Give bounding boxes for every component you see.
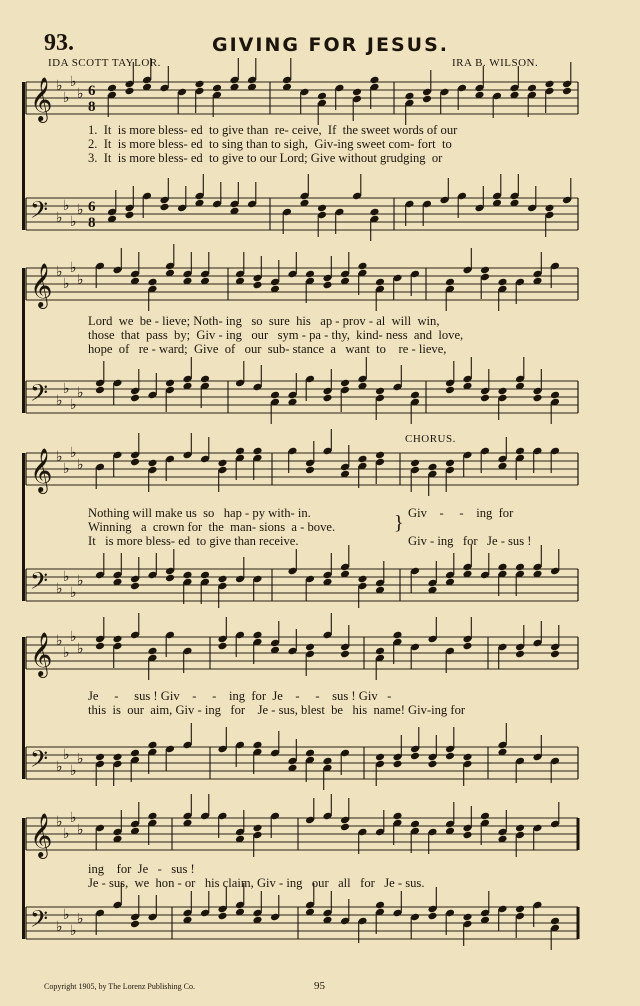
treble-clef-icon: 𝄞 [30,448,53,492]
note-head [410,752,420,761]
system-bracket [22,82,25,230]
note-head [410,820,420,829]
note-head [200,375,210,384]
note-head [112,635,122,644]
note-head [124,211,134,220]
note-head [212,84,222,93]
note-head [217,459,227,468]
flat-icon: ♭ [70,810,77,826]
hymn-title: GIVING FOR JESUS. [212,34,449,56]
note-head [515,650,525,659]
note-head [544,204,554,213]
note-head [404,92,414,101]
note-head [200,571,210,580]
flat-icon: ♭ [70,585,77,601]
flat-icon: ♭ [77,272,84,288]
lyric-line-s1-v2: 2. It is more bless- ed to sing than to sigh, Giv-ing sweet com- fort to [88,137,452,151]
flat-icon: ♭ [77,573,84,589]
note-head [95,642,105,651]
note-head [182,571,192,580]
note-head [422,95,432,104]
flat-icon: ♭ [77,641,84,657]
note-head [194,80,204,89]
bass-clef-icon: 𝄢 [30,567,49,600]
flat-icon: ♭ [63,645,70,661]
note-head [130,582,140,591]
note-head [462,913,472,922]
note-head [462,831,472,840]
note-head [107,84,117,93]
flat-icon: ♭ [56,78,63,94]
flat-icon: ♭ [77,822,84,838]
note-head [317,204,327,213]
note-head [357,455,367,464]
note-head [95,386,105,395]
flat-icon: ♭ [56,449,63,465]
note-head [130,458,140,467]
note-head [410,459,420,468]
flat-icon: ♭ [56,264,63,280]
system-bracket [22,818,25,939]
note-head [322,281,332,290]
note-head [427,463,437,472]
bass-clef-icon: 𝄢 [30,745,49,778]
note-head [375,901,385,910]
flat-icon: ♭ [63,569,70,585]
time-signature-denominator: 8 [88,215,96,231]
note-head [305,270,315,279]
note-head [357,262,367,271]
flat-icon: ♭ [70,923,77,939]
note-head [95,753,105,762]
note-head [159,203,169,212]
note-head [130,749,140,758]
note-head [357,575,367,584]
note-head [235,447,245,456]
note-head [147,647,157,656]
chorus-lyric-line-1: Giv - - ing for [408,506,514,520]
flat-icon: ♭ [63,907,70,923]
lyric-line-s5-v1: ing for Je - sus ! [88,862,195,876]
lyric-line-s3-v3: It is more bless- ed to give than receive. [88,534,299,548]
note-head [550,650,560,659]
note-head [317,92,327,101]
system-bracket [22,637,25,779]
treble-clef-icon: 𝄞 [30,813,53,857]
note-head [427,760,437,769]
note-head [392,631,402,640]
chorus-label: CHORUS. [405,433,456,445]
treble-clef-icon: 𝄞 [30,632,53,676]
note-head [462,642,472,651]
note-head [410,391,420,400]
flat-icon: ♭ [63,826,70,842]
flat-icon: ♭ [77,751,84,767]
note-head [217,575,227,584]
note-head [340,823,350,832]
note-head [322,394,332,403]
flat-icon: ♭ [56,633,63,649]
note-head [375,387,385,396]
flat-icon: ♭ [77,86,84,102]
hymn-author: IDA SCOTT TAYLOR. [48,57,161,69]
copyright-notice: Copyright 1905, by The Lorenz Publishing Co. [44,982,195,991]
note-head [252,741,262,750]
note-head [305,749,315,758]
flat-icon: ♭ [70,260,77,276]
flat-icon: ♭ [70,445,77,461]
flat-icon: ♭ [77,457,84,473]
note-head [375,647,385,656]
page-number: 95 [314,980,325,992]
flat-icon: ♭ [63,461,70,477]
note-head [369,208,379,217]
note-head [445,278,455,287]
note-head [217,912,227,921]
note-head [147,812,157,821]
note-head [462,753,472,762]
note-head [375,278,385,287]
note-head [305,643,315,652]
time-signature-numerator: 6 [88,83,96,99]
note-head [515,447,525,456]
lyric-line-s4-v2: this is our aim, Giv - ing for Je - sus, blest be his name! Giv-ing for [88,703,466,717]
note-head [480,394,490,403]
flat-icon: ♭ [56,393,63,409]
lyric-line-s2-v3: hope of re - ward; Give of our sub- stance a want to re - lieve, [88,342,447,356]
note-head [445,386,455,395]
note-head [480,266,490,275]
flat-icon: ♭ [56,759,63,775]
lyric-line-s3-v1: Nothing will make us so hap - py with- in. [88,506,311,520]
treble-clef-icon: 𝄞 [30,77,53,121]
flat-icon: ♭ [63,90,70,106]
note-head [497,387,507,396]
flat-icon: ♭ [77,202,84,218]
note-head [322,757,332,766]
note-head [112,753,122,762]
bass-clef-icon: 𝄢 [30,905,49,938]
flat-icon: ♭ [70,763,77,779]
note-head [340,650,350,659]
flat-icon: ♭ [63,198,70,214]
flat-icon: ♭ [56,581,63,597]
note-head [252,824,262,833]
note-head [527,84,537,93]
note-head [165,574,175,583]
note-head [550,391,560,400]
note-head [497,563,507,572]
treble-clef-icon: 𝄞 [30,263,53,307]
note-head [515,905,525,914]
lyric-brace: } [394,512,404,534]
lyric-line-s2-v1: Lord we be - lieve; Noth- ing so sure his ap - prov - al will win, [88,314,440,328]
note-head [427,912,437,921]
flat-icon: ♭ [77,385,84,401]
flat-icon: ♭ [63,276,70,292]
note-head [375,753,385,762]
lyric-line-s1-v1: 1. It is more bless- ed to give than re- ceive, If the sweet words of our [88,123,458,137]
flat-icon: ♭ [70,397,77,413]
note-head [550,917,560,926]
note-head [445,752,455,761]
flat-icon: ♭ [56,210,63,226]
note-head [217,642,227,651]
lyric-line-s3-v2: Winning a crown for the man- sions a - bove. [88,520,336,534]
note-head [445,459,455,468]
note-head [515,563,525,572]
note-head [130,920,140,929]
note-head [252,631,262,640]
lyric-line-s2-v2: those that pass by; Giv - ing our sym - pa - thy, kind- ness and love, [88,328,464,342]
note-head [562,87,572,96]
bass-clef-icon: 𝄢 [30,196,49,229]
flat-icon: ♭ [56,814,63,830]
flat-icon: ♭ [63,747,70,763]
system-bracket [22,268,25,413]
note-head [340,379,350,388]
lyric-line-s4-v1: Je - sus ! Giv - - ing for Je - - sus ! Giv - [88,689,392,703]
flat-icon: ♭ [70,214,77,230]
note-head [369,76,379,85]
hymn-number: 93. [44,30,74,56]
time-signature-denominator: 8 [88,99,96,115]
chorus-lyric-line-2: Giv - ing for Je - sus ! [408,534,532,548]
flat-icon: ♭ [70,74,77,90]
hymn-composer: IRA B. WILSON. [452,57,539,69]
note-head [130,394,140,403]
note-head [352,88,362,97]
note-head [252,447,262,456]
note-head [305,466,315,475]
note-head [375,451,385,460]
lyric-line-s1-v3: 3. It is more bless- ed to give to our Lord; Give without grudging or [88,151,443,165]
flat-icon: ♭ [70,629,77,645]
flat-icon: ♭ [56,919,63,935]
note-head [147,278,157,287]
note-head [480,812,490,821]
note-head [544,80,554,89]
flat-icon: ♭ [63,381,70,397]
lyric-line-s5-v2: Je - sus, we hon - or his claim, Giv - ing our all for Je - sus. [88,876,425,890]
note-head [147,459,157,468]
bass-clef-icon: 𝄢 [30,379,49,412]
time-signature-numerator: 6 [88,199,96,215]
note-head [124,87,134,96]
note-head [147,741,157,750]
note-head [165,379,175,388]
note-head [252,281,262,290]
note-head [515,824,525,833]
note-head [497,278,507,287]
note-head [392,812,402,821]
note-head [532,394,542,403]
note-head [392,760,402,769]
flat-icon: ♭ [77,911,84,927]
note-head [270,391,280,400]
system-bracket [22,453,25,601]
